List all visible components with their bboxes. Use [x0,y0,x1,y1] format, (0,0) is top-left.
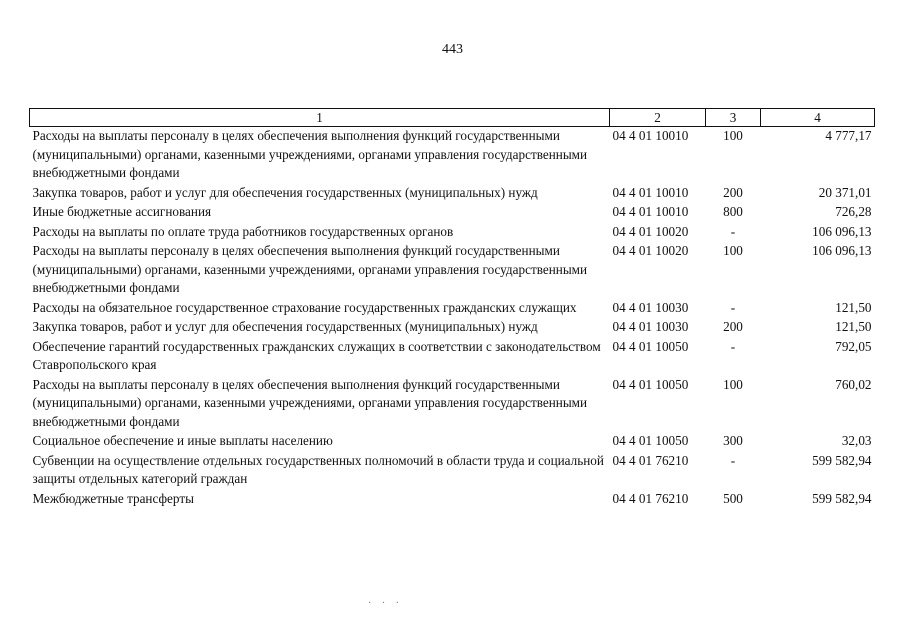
row-name: Расходы на выплаты персоналу в целях обеспечения выполнения функций государственными (муниципальными) органами, казенными учреждениями, органами управления государственными внебюджетными фондами [32,128,588,180]
table-row [30,490,875,510]
column-header-4: 4 [761,109,875,127]
table-row [30,184,875,204]
row-name: Закупка товаров, работ и услуг для обеспечения государственных (муниципальных) нужд [32,184,538,200]
page-number: 443 [442,42,463,57]
row-amount: 106 096,13 [812,243,872,258]
row-code: 04 4 01 10010 [612,204,689,219]
row-code: 04 4 01 10020 [612,243,689,258]
row-name: Социальное обеспечение и иные выплаты населению [32,433,333,448]
table-row [30,376,875,433]
row-code: 04 4 01 10030 [612,299,689,315]
row-amount: 121,50 [835,299,872,315]
table-row [30,318,875,338]
table-row [30,127,875,184]
row-expense-type: - [730,299,736,315]
column-header-2: 2 [610,109,706,127]
table-row [30,203,875,223]
table-row [30,452,875,490]
row-amount: 599 582,94 [812,452,872,468]
table-body [30,127,875,510]
row-expense-type: 800 [723,204,743,219]
row-expense-type: - [730,338,736,354]
row-expense-type: 300 [723,433,743,448]
row-name: Расходы на выплаты по оплате труда работников государственных органов [32,223,454,239]
row-amount: 32,03 [841,433,872,448]
row-name: Иные бюджетные ассигнования [32,204,212,219]
row-amount: 792,05 [835,338,872,354]
row-name: Расходы на выплаты персоналу в целях обеспечения выполнения функций государственными (муниципальными) органами, казенными учреждениями, органами управления государственными внебюджетными фондами [32,243,588,295]
row-expense-type: - [730,223,736,239]
row-expense-type: 200 [723,184,743,200]
row-code: 04 4 01 10020 [612,223,689,239]
column-header-3: 3 [706,109,761,127]
column-header-1: 1 [30,109,610,127]
row-name: Расходы на выплаты персоналу в целях обеспечения выполнения функций государственными (муниципальными) органами, казенными учреждениями, органами управления государственными внебюджетными фондами [32,376,588,429]
table-row [30,242,875,299]
row-expense-type: 100 [723,128,743,143]
row-amount: 726,28 [835,204,872,219]
row-code: 04 4 01 76210 [612,490,689,506]
scan-specks: · · · [368,598,403,609]
row-code: 04 4 01 10050 [612,338,689,354]
row-expense-type: 200 [723,319,743,334]
header-row [30,109,875,127]
row-code: 04 4 01 10050 [612,376,689,392]
row-name: Субвенции на осуществление отдельных государственных полномочий в области труда и социальной защиты отдельных категорий граждан [32,452,604,486]
row-expense-type: - [730,452,736,468]
table-row [30,338,875,376]
row-code: 04 4 01 10030 [612,319,689,334]
row-amount: 4 777,17 [825,128,872,143]
table-row [30,432,875,452]
row-amount: 599 582,94 [812,490,872,506]
row-amount: 106 096,13 [812,223,872,239]
row-name: Закупка товаров, работ и услуг для обеспечения государственных (муниципальных) нужд [32,319,538,334]
row-code: 04 4 01 76210 [612,452,689,468]
row-expense-type: 100 [723,376,743,392]
row-name: Межбюджетные трансферты [32,490,194,506]
table-row [30,223,875,243]
table-row [30,299,875,319]
row-amount: 760,02 [835,376,872,392]
row-expense-type: 500 [723,490,743,506]
row-name: Обеспечение гарантий государственных гражданских служащих в соответствии с законодательством Ставропольского края [32,338,601,372]
row-code: 04 4 01 10050 [612,433,689,448]
budget-table [29,108,875,509]
row-expense-type: 100 [723,243,743,258]
row-code: 04 4 01 10010 [612,184,689,200]
row-name: Расходы на обязательное государственное страхование государственных гражданских служащих [32,299,577,315]
row-code: 04 4 01 10010 [612,128,689,143]
row-amount: 121,50 [835,319,872,334]
row-amount: 20 371,01 [818,184,872,200]
